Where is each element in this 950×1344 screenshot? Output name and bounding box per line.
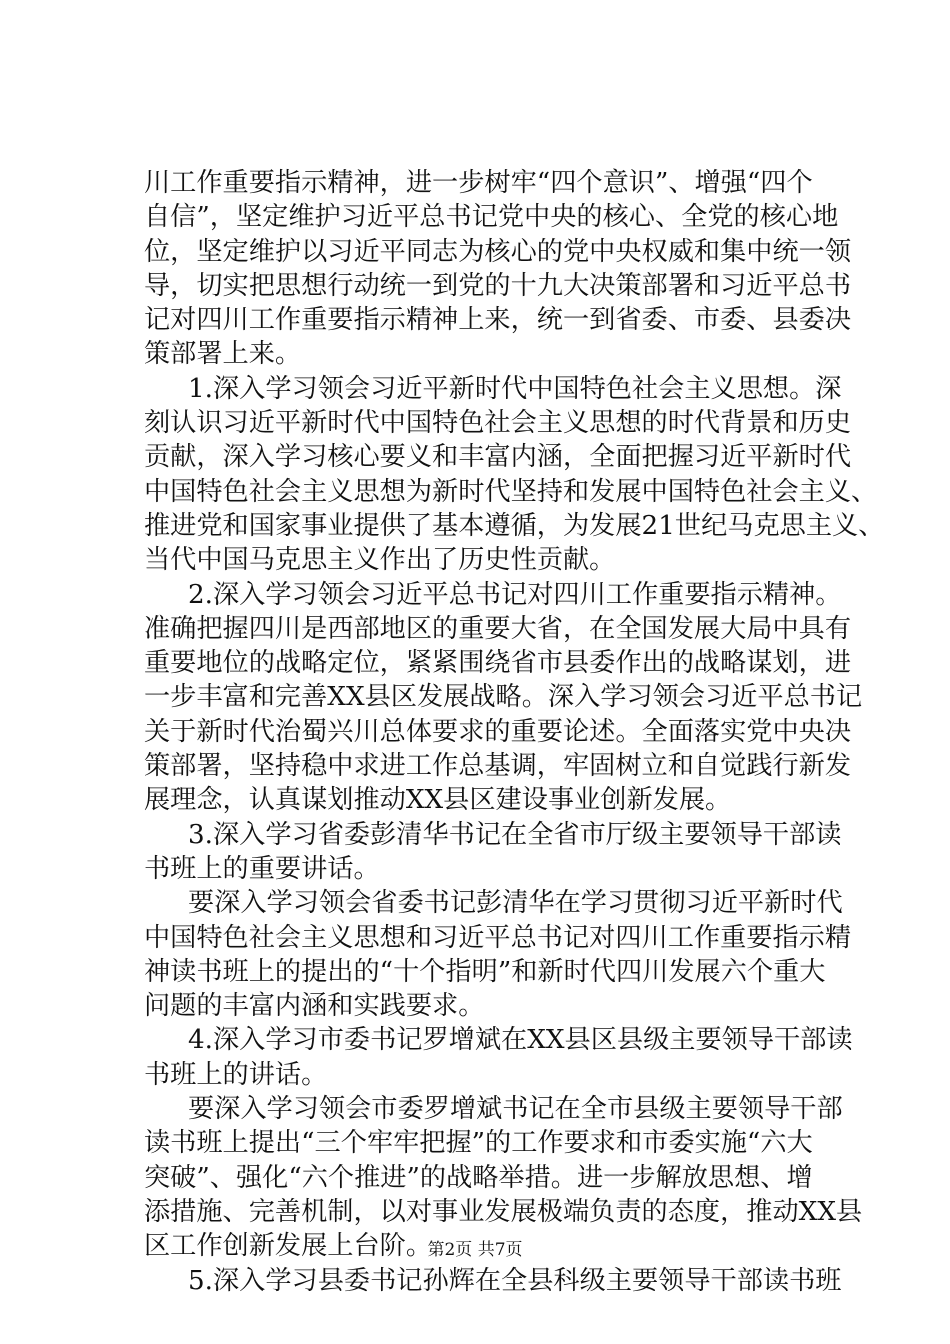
text-line: 要深入学习领会省委书记彭清华在学习贯彻习近平新时代: [188, 888, 843, 919]
text-line: 自信”，坚定维护习近平总书记党中央的核心、全党的核心地: [144, 202, 839, 233]
text-line: 书班上的讲话。: [144, 1059, 328, 1090]
text-line: 2.深入学习领会习近平总书记对四川工作重要指示精神。: [188, 579, 842, 610]
text-line: 书班上的重要讲话。: [144, 853, 380, 884]
text-line: 一步丰富和完善XX县区发展战略。深入学习领会习近平总书记: [144, 682, 863, 713]
text-line: 刻认识习近平新时代中国特色社会主义思想的时代背景和历史: [144, 408, 852, 439]
text-line: 区工作创新发展上台阶。: [144, 1231, 433, 1262]
text-line: 读书班上提出“三个牢牢把握”的工作要求和市委实施“六大: [144, 1128, 813, 1159]
text-line: 突破”、强化“六个推进”的战略举措。进一步解放思想、增: [144, 1162, 813, 1193]
text-line: 策部署，坚持稳中求进工作总基调，牢固树立和自觉践行新发: [144, 751, 852, 782]
text-line: 神读书班上的提出的“十个指明”和新时代四川发展六个重大: [144, 956, 826, 987]
document-body: [144, 166, 885, 1298]
text-line: 推进党和国家事业提供了基本遵循，为发展21世纪马克思主义、: [144, 510, 885, 541]
page-footer: [0, 1239, 950, 1261]
text-line: 策部署上来。: [144, 339, 302, 370]
text-line: 添措施、完善机制，以对事业发展极端负责的态度，推动XX县: [144, 1196, 863, 1227]
text-line: 展理念，认真谋划推动XX县区建设事业创新发展。: [144, 785, 732, 816]
text-line: 川工作重要指示精神，进一步树牢“四个意识”、增强“四个: [144, 168, 813, 198]
text-line: 关于新时代治蜀兴川总体要求的重要论述。全面落实党中央决: [144, 716, 852, 747]
text-line: 中国特色社会主义思想和习近平总书记对四川工作重要指示精: [144, 922, 852, 953]
text-line: 3.深入学习省委彭清华书记在全省市厅级主要领导干部读: [188, 819, 842, 850]
text-line: 4.深入学习市委书记罗增斌在XX县区县级主要领导干部读: [188, 1025, 853, 1056]
text-line: 5.深入学习县委书记孙辉在全县科级主要领导干部读书班: [188, 1265, 842, 1296]
text-line: 问题的丰富内涵和实践要求。: [144, 991, 485, 1022]
text-line: 记对四川工作重要指示精神上来，统一到省委、市委、县委决: [144, 305, 852, 336]
text-line: 导，切实把思想行动统一到党的十九大决策部署和习近平总书: [144, 270, 852, 301]
text-line: 重要地位的战略定位，紧紧围绕省市县委作出的战略谋划，进: [144, 648, 852, 679]
text-line: 当代中国马克思主义作出了历史性贡献。: [144, 545, 616, 576]
text-line: 准确把握四川是西部地区的重要大省，在全国发展大局中具有: [144, 613, 852, 644]
text-line: 位，坚定维护以习近平同志为核心的党中央权威和集中统一领: [144, 236, 852, 267]
page-indicator: 第2页 共7页: [427, 1240, 523, 1260]
text-line: 贡献，深入学习核心要义和丰富内涵，全面把握习近平新时代: [144, 442, 852, 473]
text-line: 1.深入学习领会习近平新时代中国特色社会主义思想。深: [188, 373, 842, 404]
text-line: 中国特色社会主义思想为新时代坚持和发展中国特色社会主义、: [144, 476, 878, 507]
text-line: 要深入学习领会市委罗增斌书记在全市县级主要领导干部: [188, 1094, 843, 1125]
